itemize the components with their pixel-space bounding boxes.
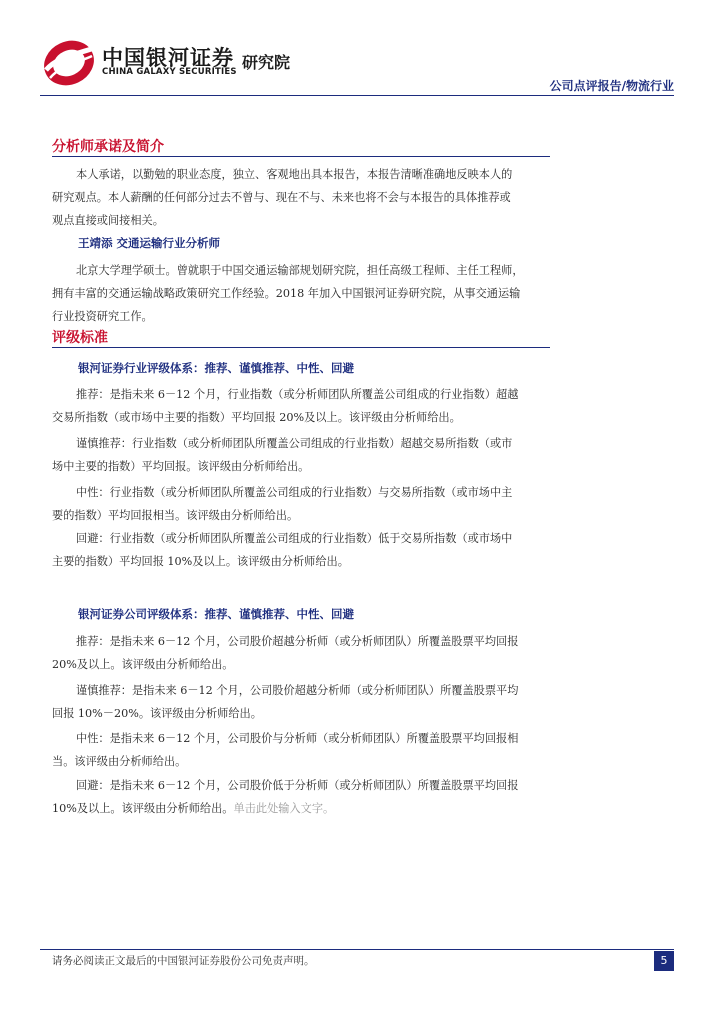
rating-line: 10%及以上。该评级由分析师给出。	[52, 802, 234, 815]
company-rating-recommend	[52, 630, 562, 676]
logo-english-name: CHINA GALAXY SECURITIES	[102, 67, 237, 77]
commitment-line: 本人承诺，以勤勉的职业态度，独立、客观地出具本报告，本报告清晰准确地反映本人的	[76, 168, 513, 181]
rating-line: 20%及以上。该评级由分析师给出。	[52, 658, 234, 671]
rating-line: 回避：是指未来 6－12 个月，公司股价低于分析师（或分析师团队）所覆盖股票平均回报	[76, 779, 519, 792]
rating-line: 主要的指数）平均回报 10%及以上。该评级由分析师给出。	[52, 555, 349, 568]
industry-rating-neutral	[52, 481, 562, 527]
logo-chinese-name: 中国银河证券	[102, 46, 234, 70]
analyst-bio	[52, 259, 562, 328]
company-rating-avoid	[52, 774, 562, 820]
footer-disclaimer: 请务必阅读正文最后的中国银河证券股份公司免责声明。	[52, 955, 315, 967]
rating-line: 推荐：是指未来 6－12 个月，行业指数（或分析师团队所覆盖公司组成的行业指数）超越	[76, 388, 519, 401]
rating-line: 谨慎推荐：行业指数（或分析师团队所覆盖公司组成的行业指数）超越交易所指数（或市	[76, 437, 513, 450]
industry-rating-cautious	[52, 432, 562, 478]
header-divider	[40, 95, 674, 96]
page-number: 5	[654, 951, 674, 971]
rating-line: 推荐：是指未来 6－12 个月，公司股价超越分析师（或分析师团队）所覆盖股票平均回报	[76, 635, 519, 648]
bio-line: 行业投资研究工作。	[52, 310, 153, 323]
rating-line: 当。该评级由分析师给出。	[52, 755, 187, 768]
analyst-section-divider	[52, 156, 550, 157]
analyst-section-title: 分析师承诺及简介	[52, 139, 164, 155]
commitment-line: 观点直接或间接相关。	[52, 214, 164, 227]
galaxy-swirl-icon	[40, 34, 98, 90]
bio-line: 拥有丰富的交通运输战略政策研究工作经验。2018 年加入中国银河证券研究院，从事交通运输	[52, 287, 521, 300]
company-logo	[40, 34, 310, 90]
rating-line: 中性：行业指数（或分析师团队所覆盖公司组成的行业指数）与交易所指数（或市场中主	[76, 486, 513, 499]
footer-divider	[40, 949, 674, 950]
industry-rating-heading: 银河证券行业评级体系：推荐、谨慎推荐、中性、回避	[78, 361, 354, 375]
report-category: 公司点评报告/物流行业	[549, 79, 674, 93]
rating-section-title: 评级标准	[52, 330, 108, 346]
rating-line: 要的指数）平均回报相当。该评级由分析师给出。	[52, 509, 299, 522]
industry-rating-avoid	[52, 527, 562, 573]
rating-line: 中性：是指未来 6－12 个月，公司股价与分析师（或分析师团队）所覆盖股票平均回报相	[76, 732, 519, 745]
commitment-line: 研究观点。本人薪酬的任何部分过去不曾与、现在不与、未来也将不会与本报告的具体推荐或	[52, 191, 511, 204]
rating-line: 回报 10%－20%。该评级由分析师给出。	[52, 707, 262, 720]
analyst-name: 王靖添 交通运输行业分析师	[78, 236, 221, 250]
commitment-paragraph	[52, 163, 562, 232]
rating-line: 谨慎推荐：是指未来 6－12 个月，公司股价超越分析师（或分析师团队）所覆盖股票平均	[76, 684, 519, 697]
company-rating-heading: 银河证券公司评级体系：推荐、谨慎推荐、中性、回避	[78, 607, 354, 621]
rating-line: 回避：行业指数（或分析师团队所覆盖公司组成的行业指数）低于交易所指数（或市场中	[76, 532, 513, 545]
rating-line: 交易所指数（或市场中主要的指数）平均回报 20%及以上。该评级由分析师给出。	[52, 411, 461, 424]
bio-line: 北京大学理学硕士。曾就职于中国交通运输部规划研究院，担任高级工程师、主任工程师，	[76, 264, 524, 277]
company-rating-cautious	[52, 679, 562, 725]
rating-section-divider	[52, 347, 550, 348]
industry-rating-recommend	[52, 383, 562, 429]
company-rating-neutral	[52, 727, 562, 773]
placeholder-text[interactable]: 单击此处输入文字。	[233, 802, 335, 815]
rating-line: 场中主要的指数）平均回报。该评级由分析师给出。	[52, 460, 310, 473]
logo-institute: 研究院	[242, 53, 291, 72]
